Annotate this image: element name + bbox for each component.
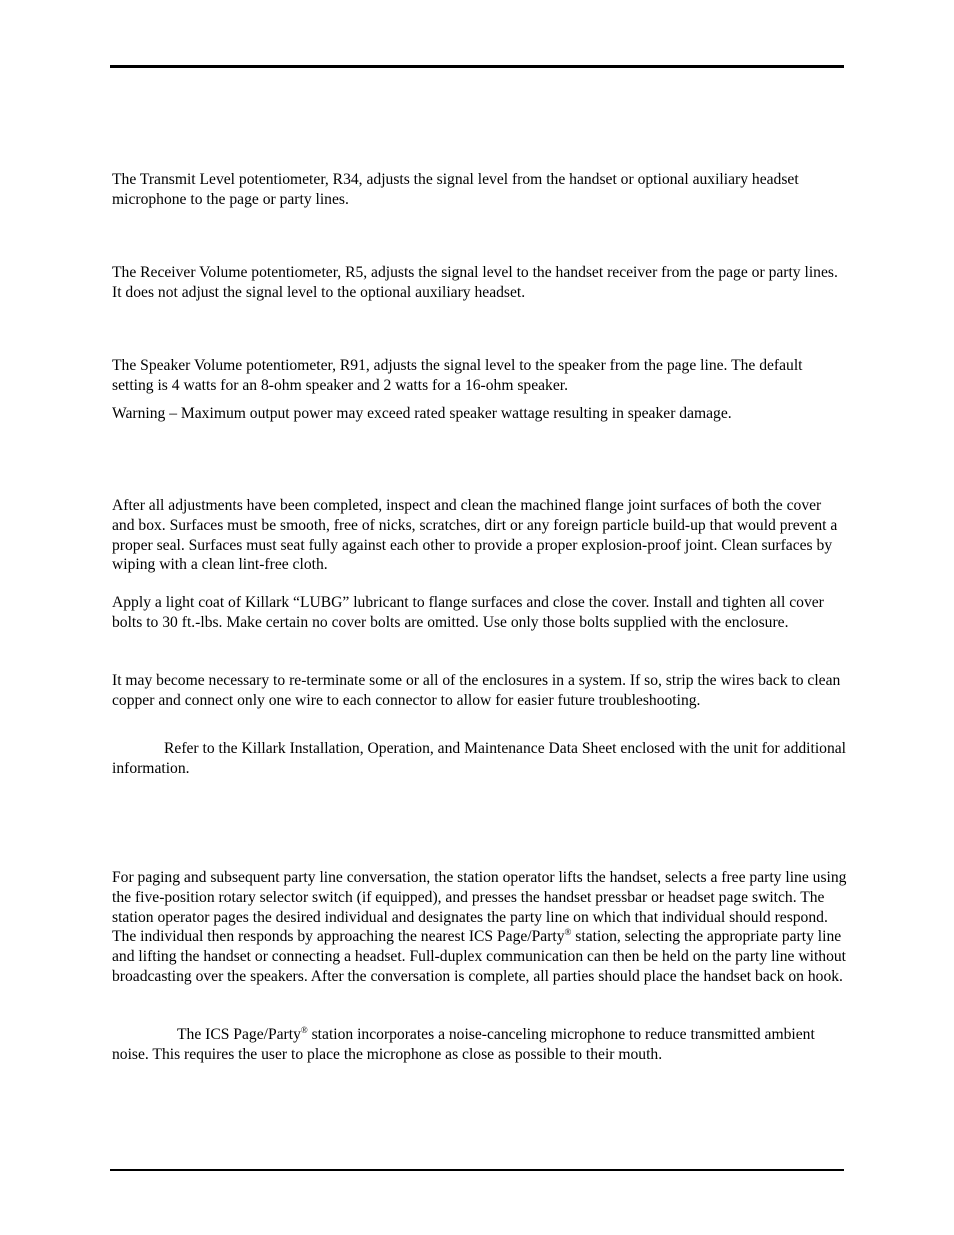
warning-paragraph: Warning – Maximum output power may exceed rated speaker wattage resulting in speaker damage. [112, 405, 732, 422]
paging-operation-paragraph [112, 868, 847, 987]
transmit-level-paragraph: The Transmit Level potentiometer, R34, adjusts the signal level from the handset or optional auxiliary headset microphone to the page or party lines. [112, 171, 799, 208]
paging-text-part2: station, selecting the appropriate party line and lifting the handset or connecting a headset. Full-duplex communication can then be held on the party line without broadcasting over the speakers. After the conversation is complete, all parties should place the handset back on hook. [112, 928, 847, 985]
noise-text-part2: station incorporates a noise-canceling microphone to reduce transmitted ambient noise. This requires the user to place the microphone as close as possible to their mouth. [112, 1026, 815, 1063]
lubricant-paragraph: Apply a light coat of Killark “LUBG” lubricant to flange surfaces and close the cover. Install and tighten all cover bolts to 30 ft.-lbs. Make certain no cover bolts are omitted. Use only those bolts supplied with the enclosure. [112, 594, 824, 631]
noise-text-part1: The ICS Page/Party [177, 1026, 301, 1043]
flange-inspection-paragraph: After all adjustments have been completed, inspect and clean the machined flange joint surfaces of both the cover and box. Surfaces must be smooth, free of nicks, scratches, dirt or any foreign particle build-up that would prevent a proper seal. Surfaces must seat fully against each other to provide a proper explosion-proof joint. Clean surfaces by wiping with a clean lint-free cloth. [112, 497, 838, 574]
re-terminate-paragraph: It may become necessary to re-terminate some or all of the enclosures in a system. If so, strip the wires back to clean copper and connect only one wire to each connector to allow for easier future troubleshooting. [112, 672, 841, 709]
refer-data-sheet-paragraph: Refer to the Killark Installation, Operation, and Maintenance Data Sheet enclosed with the unit for additional information. [112, 740, 847, 777]
paging-text-part1: For paging and subsequent party line conversation, the station operator lifts the handset, selects a free party line using the five-position rotary selector switch (if equipped), and presses the handset pressbar or headset page switch. The station operator pages the desired individual and designates the party line on which that individual should respond. The individual then responds by approaching the nearest ICS Page/Party [112, 869, 847, 946]
noise-canceling-paragraph [112, 1025, 847, 1065]
speaker-volume-paragraph: The Speaker Volume potentiometer, R91, adjusts the signal level to the speaker from the page line. The default setting is 4 watts for an 8-ohm speaker and 2 watts for a 16-ohm speaker. [112, 357, 803, 394]
footer-rule [110, 1169, 844, 1171]
receiver-volume-paragraph: The Receiver Volume potentiometer, R5, adjusts the signal level to the handset receiver from the page or party lines. It does not adjust the signal level to the optional auxiliary headset. [112, 264, 838, 301]
registered-mark: ® [300, 1024, 308, 1035]
header-rule [110, 65, 844, 68]
registered-mark: ® [564, 927, 572, 938]
